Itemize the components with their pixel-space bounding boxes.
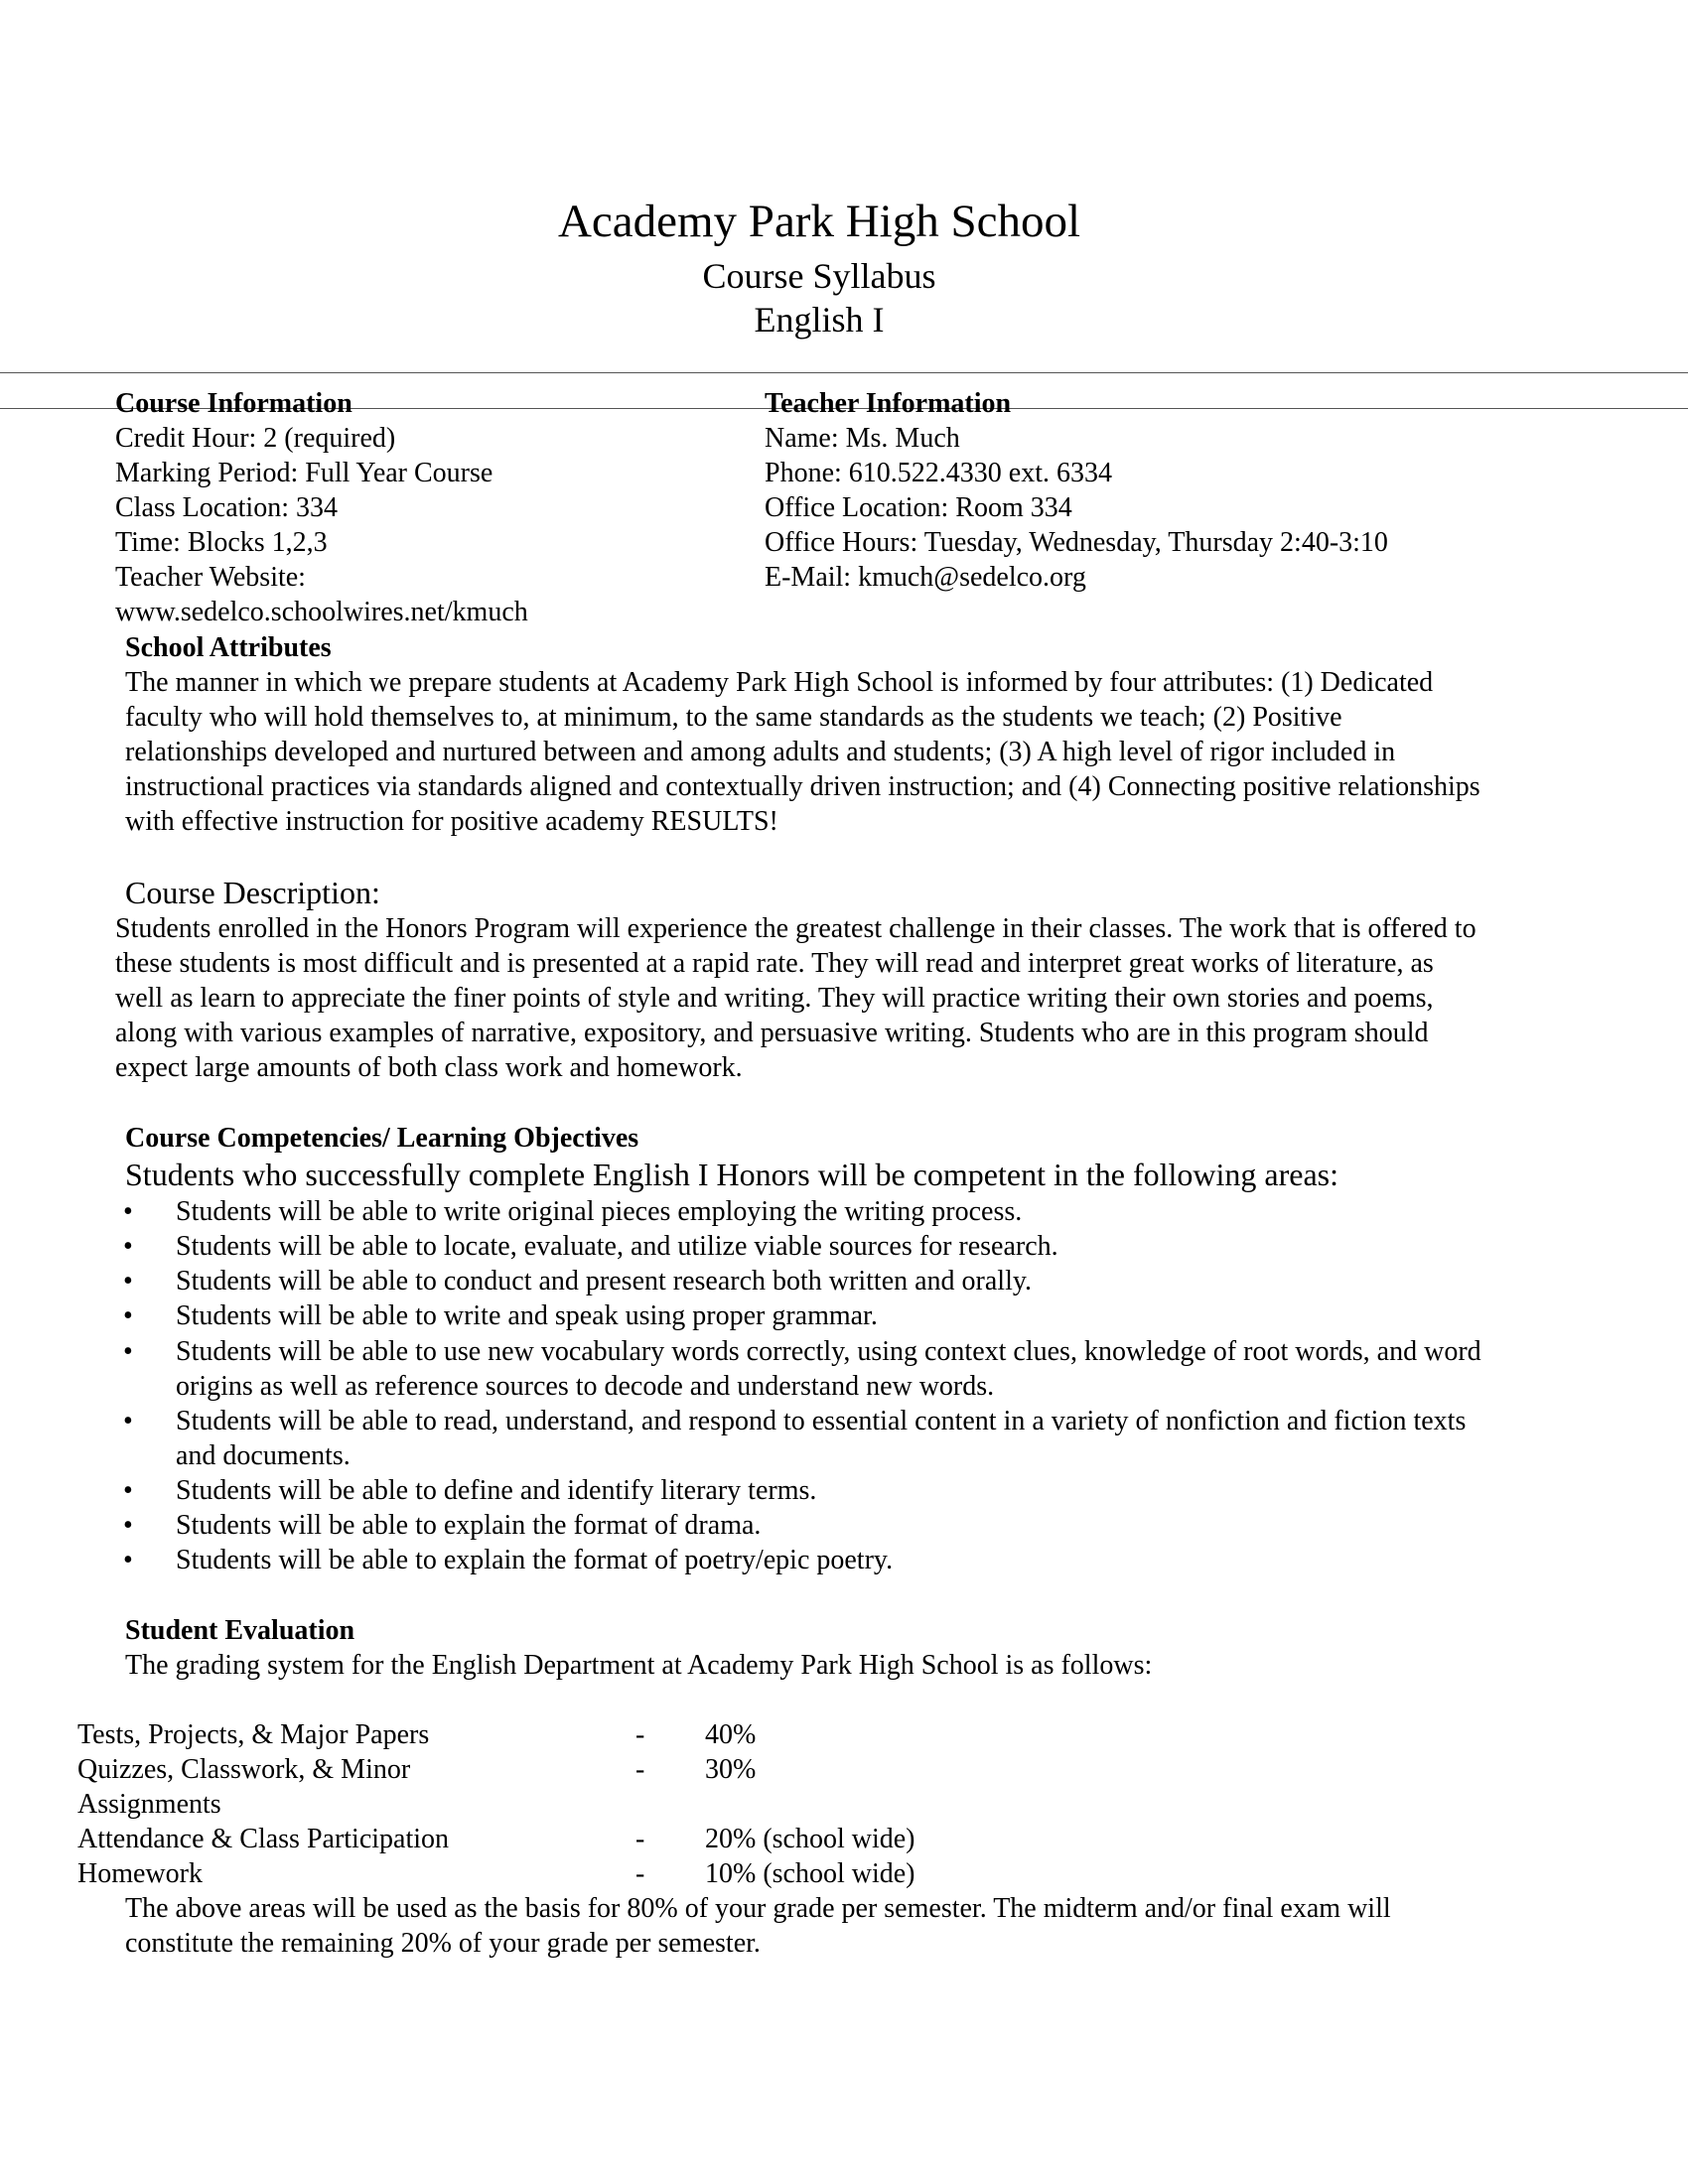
paragraph-line: along with various examples of narrative, expository, and persuasive writing. Students who are in this program should <box>115 1018 1429 1048</box>
bullet-icon: • <box>123 1336 133 1367</box>
course-name: English I <box>754 300 885 340</box>
competencies-intro: Students who successfully complete English I Honors will be competent in the following areas: <box>125 1157 1338 1192</box>
competencies-heading: Course Competencies/ Learning Objectives <box>125 1123 639 1154</box>
school-name: Academy Park High School <box>557 196 1081 247</box>
paragraph-line: instructional practices via standards aligned and contextually driven instruction; and (4) Connecting positive relationships <box>125 771 1480 802</box>
grade-dash: - <box>635 1719 645 1750</box>
header-rule-top <box>0 372 1688 373</box>
school-attributes-text <box>125 665 1480 839</box>
paragraph-line: with effective instruction for positive academy RESULTS! <box>125 806 778 837</box>
course-info-line: Time: Blocks 1,2,3 <box>115 527 328 558</box>
competency-item: Students will be able to define and identify literary terms. <box>176 1475 817 1506</box>
competency-item: Students will be able to read, understand, and respond to essential content in a variety of nonfiction and fiction texts <box>176 1406 1467 1436</box>
grade-weight: 30% <box>705 1754 757 1785</box>
competency-item: Students will be able to locate, evaluate, and utilize viable sources for research. <box>176 1231 1058 1262</box>
competency-item-continuation: origins as well as reference sources to decode and understand new words. <box>176 1371 995 1402</box>
grade-weight: 40% <box>705 1719 757 1750</box>
grade-category: Homework <box>77 1858 203 1889</box>
paragraph-line: well as learn to appreciate the finer points of style and writing. They will practice writing their own stories and poems, <box>115 983 1434 1014</box>
grade-category: Quizzes, Classwork, & Minor <box>77 1754 411 1785</box>
course-description-heading: Course Description: <box>125 875 380 910</box>
bullet-icon: • <box>123 1510 133 1541</box>
grade-weight: 10% (school wide) <box>705 1858 915 1889</box>
paragraph-line: The manner in which we prepare students at Academy Park High School is informed by four attributes: (1) Dedicated <box>125 667 1434 698</box>
competency-item: Students will be able to explain the format of poetry/epic poetry. <box>176 1545 894 1575</box>
document-type: Course Syllabus <box>702 256 936 296</box>
course-info-heading: Course Information <box>115 388 352 419</box>
bullet-icon: • <box>123 1475 133 1506</box>
competency-item: Students will be able to explain the format of drama. <box>176 1510 762 1541</box>
competency-item: Students will be able to use new vocabulary words correctly, using context clues, knowledge of root words, and word <box>176 1336 1481 1367</box>
evaluation-closing <box>125 1891 1391 1961</box>
school-attributes-heading: School Attributes <box>125 632 332 663</box>
course-info-line: Teacher Website: <box>115 562 306 593</box>
evaluation-heading: Student Evaluation <box>125 1615 355 1646</box>
grade-category-continuation: Assignments <box>77 1789 221 1820</box>
bullet-icon: • <box>123 1266 133 1297</box>
course-info-line: Class Location: 334 <box>115 492 338 523</box>
grade-dash: - <box>635 1858 645 1889</box>
bullet-icon: • <box>123 1231 133 1262</box>
teacher-info-line: Office Location: Room 334 <box>765 492 1072 523</box>
paragraph-line: constitute the remaining 20% of your grade per semester. <box>125 1928 761 1959</box>
teacher-info-line: Name: Ms. Much <box>765 423 960 454</box>
course-description-text <box>115 911 1477 1085</box>
evaluation-intro: The grading system for the English Department at Academy Park High School is as follows: <box>125 1650 1153 1681</box>
paragraph-line: expect large amounts of both class work and homework. <box>115 1052 743 1083</box>
course-info-line: Marking Period: Full Year Course <box>115 458 493 488</box>
grade-category: Tests, Projects, & Major Papers <box>77 1719 430 1750</box>
paragraph-line: Students enrolled in the Honors Program will experience the greatest challenge in their classes. The work that is offered to <box>115 913 1477 944</box>
competency-item: Students will be able to conduct and present research both written and orally. <box>176 1266 1033 1297</box>
paragraph-line: faculty who will hold themselves to, at minimum, to the same standards as the students we teach; (2) Positive <box>125 702 1342 733</box>
bullet-icon: • <box>123 1545 133 1575</box>
bullet-icon: • <box>123 1406 133 1436</box>
course-info-line: Credit Hour: 2 (required) <box>115 423 396 454</box>
paragraph-line: these students is most difficult and is presented at a rapid rate. They will read and interpret great works of literature, as <box>115 948 1434 979</box>
grade-dash: - <box>635 1824 645 1854</box>
competency-item-continuation: and documents. <box>176 1440 351 1471</box>
grade-dash: - <box>635 1754 645 1785</box>
paragraph-line: The above areas will be used as the basis for 80% of your grade per semester. The midterm and/or final exam will <box>125 1893 1391 1924</box>
competency-item: Students will be able to write original pieces employing the writing process. <box>176 1196 1023 1227</box>
teacher-email-link[interactable]: E-Mail: kmuch@sedelco.org <box>765 562 1086 593</box>
bullet-icon: • <box>123 1196 133 1227</box>
teacher-website-link[interactable]: www.sedelco.schoolwires.net/kmuch <box>115 597 528 627</box>
paragraph-line: relationships developed and nurtured between and among adults and students; (3) A high level of rigor included in <box>125 737 1396 767</box>
bullet-icon: • <box>123 1300 133 1331</box>
competency-item: Students will be able to write and speak using proper grammar. <box>176 1300 878 1331</box>
teacher-info-heading: Teacher Information <box>765 388 1012 419</box>
grade-category: Attendance & Class Participation <box>77 1824 450 1854</box>
teacher-info-line: Office Hours: Tuesday, Wednesday, Thursday 2:40-3:10 <box>765 527 1388 558</box>
grade-weight: 20% (school wide) <box>705 1824 915 1854</box>
teacher-info-line: Phone: 610.522.4330 ext. 6334 <box>765 458 1112 488</box>
